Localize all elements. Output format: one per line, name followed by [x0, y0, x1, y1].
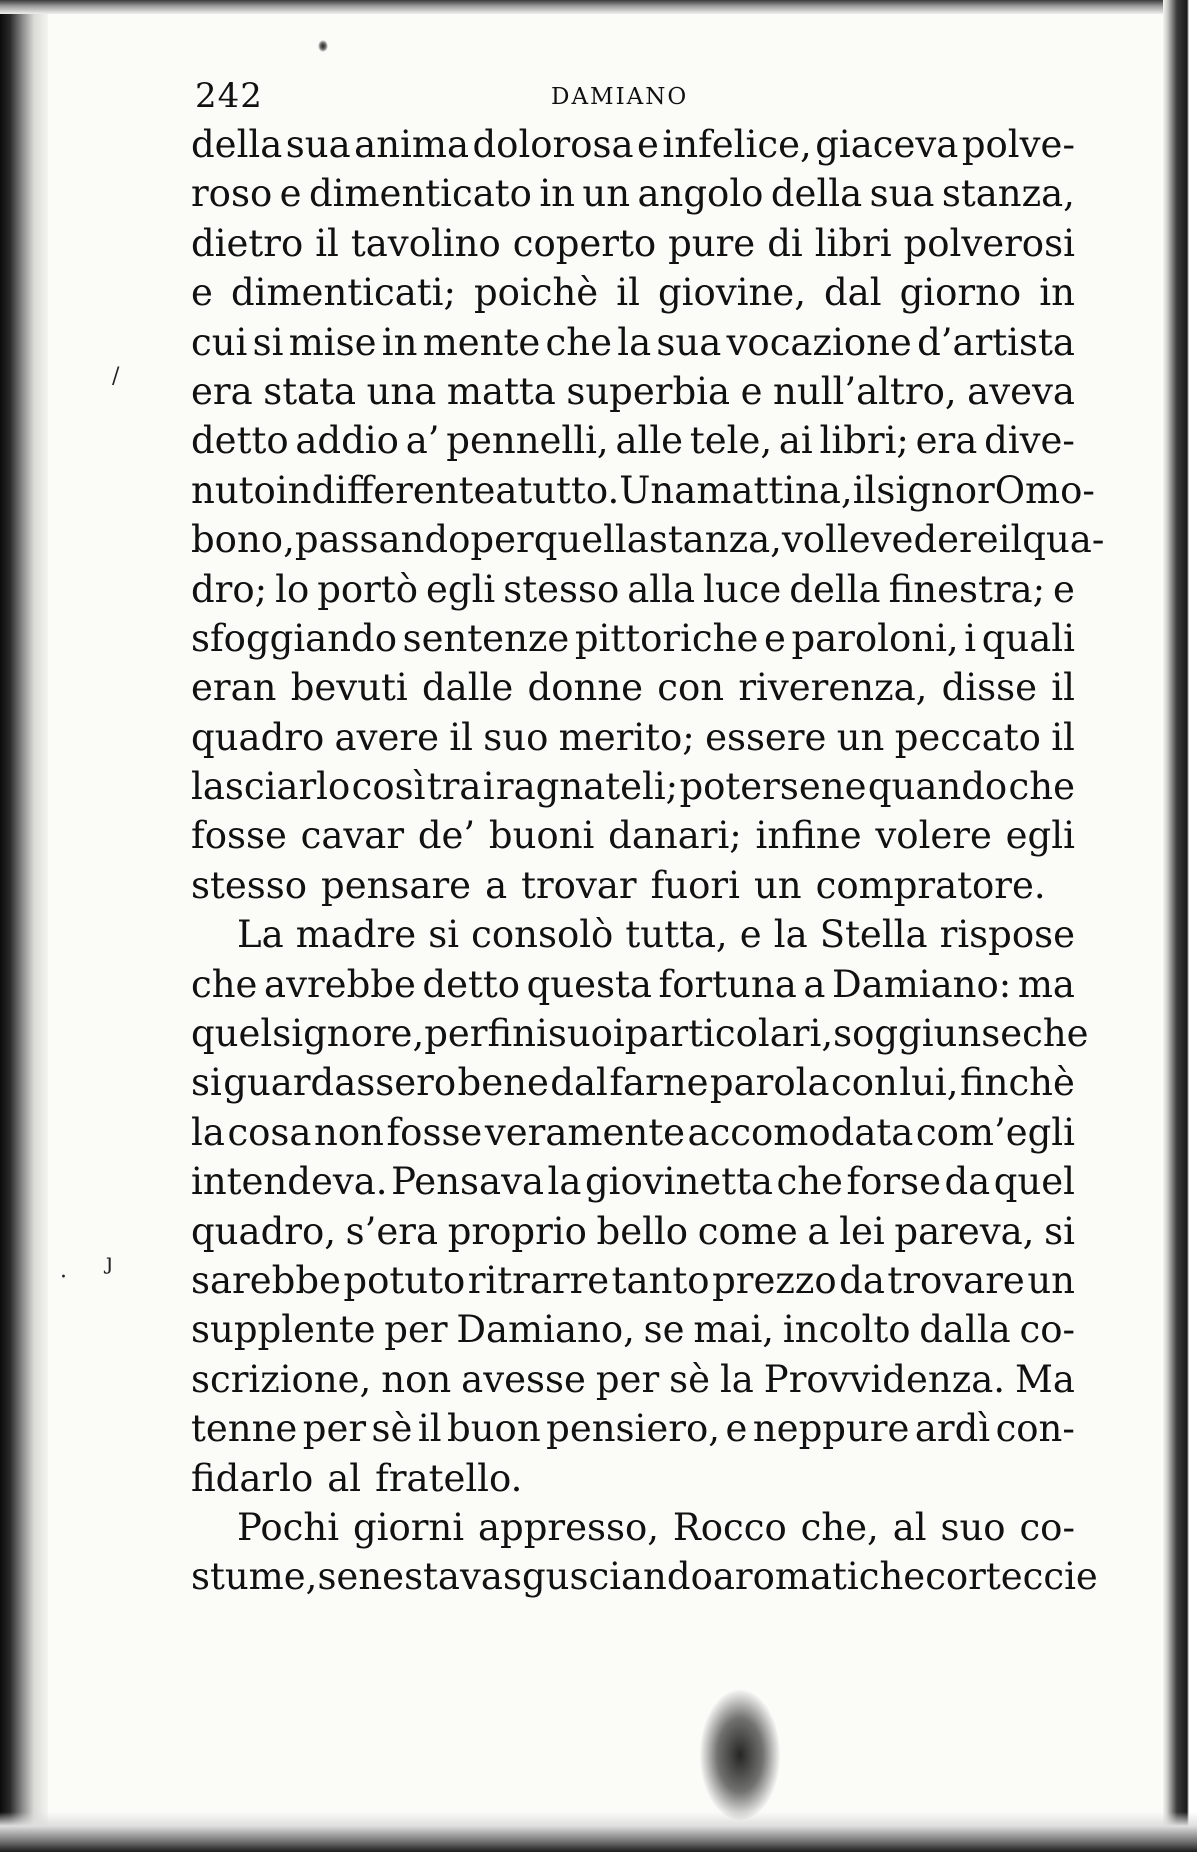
text-line	[191, 1256, 1075, 1305]
word: aromatiche	[712, 1555, 926, 1599]
word: detto	[422, 962, 521, 1006]
word: la	[773, 913, 808, 957]
word: la	[719, 1357, 754, 1401]
word: potuto	[343, 1258, 466, 1302]
word: di	[767, 221, 803, 265]
word: dalle	[421, 666, 514, 710]
word: per	[595, 1357, 660, 1401]
text-line	[191, 811, 1075, 860]
word: infine	[755, 814, 862, 858]
word: corteccie	[925, 1555, 1098, 1599]
word: il	[616, 271, 640, 315]
word: passando	[294, 518, 471, 562]
word: in	[381, 320, 418, 364]
word: madre	[295, 913, 417, 957]
word: paroloni,	[791, 616, 959, 660]
word: come	[697, 1209, 798, 1253]
word: polverosi	[903, 221, 1075, 265]
text-line	[191, 960, 1075, 1009]
word: che	[191, 962, 258, 1006]
word: e	[739, 913, 762, 957]
word: sua	[869, 172, 935, 216]
word: de’	[417, 814, 476, 858]
word: vedere	[870, 518, 999, 562]
word: parola	[709, 1061, 830, 1105]
word: la	[191, 1110, 225, 1154]
word: lasciarlo	[191, 765, 351, 809]
word: e	[637, 123, 659, 166]
text-line	[191, 1207, 1075, 1256]
word: anima	[354, 123, 470, 166]
word: per	[302, 1407, 367, 1451]
word: accomodata	[687, 1110, 914, 1154]
word: bello	[596, 1209, 689, 1253]
word: prezzo	[712, 1258, 837, 1302]
word: Damiano:	[831, 962, 1012, 1006]
text-line	[191, 1009, 1089, 1058]
word: quella	[533, 518, 649, 562]
text-line	[191, 614, 1075, 663]
text-line	[191, 861, 1075, 910]
word: volle	[781, 518, 871, 562]
word: e	[1053, 567, 1075, 611]
word: e	[191, 271, 213, 315]
word: Pochi	[237, 1505, 340, 1549]
word: incolto	[782, 1308, 911, 1352]
word: il	[852, 468, 877, 512]
word: riverenza,	[738, 666, 928, 710]
word: e	[740, 369, 763, 413]
text-line	[191, 515, 1105, 564]
word: stesso	[503, 567, 620, 611]
word: avrebbe	[264, 962, 416, 1006]
text-line	[191, 565, 1075, 614]
word: tavolino	[350, 221, 501, 265]
word: libri;	[819, 419, 909, 463]
ink-speck	[318, 40, 328, 52]
body-text	[191, 120, 1105, 1602]
word: con-	[995, 1407, 1075, 1451]
word: dimenticati;	[230, 271, 456, 315]
word: proprio	[447, 1209, 587, 1253]
word: quadro	[191, 715, 325, 759]
word: volere	[875, 814, 992, 858]
word: quel	[191, 1012, 273, 1056]
word: un	[753, 863, 802, 907]
word: da	[839, 1258, 885, 1302]
word: suo	[940, 1505, 1006, 1549]
word: ma	[1017, 962, 1075, 1006]
word: Stella	[819, 913, 928, 957]
word: rispose	[939, 913, 1075, 957]
word: sè	[371, 1407, 413, 1451]
word: fortuna	[658, 962, 797, 1006]
word: superbia	[566, 369, 731, 413]
text-line	[191, 713, 1075, 762]
word: dive-	[984, 419, 1075, 463]
text-line	[191, 1404, 1075, 1453]
word: pennelli,	[446, 419, 609, 463]
word: egli	[1005, 814, 1075, 858]
word: dolorosa	[472, 123, 634, 166]
text-line	[191, 219, 1075, 268]
word: cui	[191, 320, 248, 364]
word: appresso,	[477, 1505, 659, 1549]
margin-mark: ȷ	[106, 1250, 113, 1275]
text-line	[191, 169, 1075, 218]
word: libri	[814, 221, 892, 265]
word: finchè	[959, 1061, 1075, 1105]
word: luce	[703, 567, 782, 611]
word: stanza,	[648, 518, 782, 562]
word: stava	[404, 1555, 503, 1599]
word: Rocco	[672, 1505, 787, 1549]
word: veramente	[484, 1110, 685, 1154]
word: il	[998, 518, 1023, 562]
word: al	[327, 1456, 362, 1500]
word: mise	[288, 320, 377, 364]
word: ritrarre	[467, 1258, 610, 1302]
ink-smudge	[700, 1690, 780, 1820]
word: a	[485, 863, 508, 907]
word: donne	[527, 666, 644, 710]
word: sè	[669, 1357, 710, 1401]
word: tenne	[191, 1407, 298, 1451]
word: qua-	[1022, 518, 1105, 562]
word: La	[237, 913, 284, 957]
word: al	[892, 1505, 927, 1549]
word: sua	[656, 320, 722, 364]
word: con	[657, 666, 725, 710]
text-line	[191, 318, 1075, 367]
text-line	[191, 466, 1095, 515]
word: a	[495, 468, 518, 512]
word: sfoggiando	[191, 616, 398, 660]
word: portò	[317, 567, 418, 611]
word: il	[315, 221, 339, 265]
word: Provvidenza.	[763, 1357, 1006, 1401]
right-scan-edge	[1163, 0, 1197, 1852]
word: particolari,	[624, 1012, 834, 1056]
word: coperto	[512, 221, 657, 265]
word: Omo-	[994, 468, 1095, 512]
word: che	[545, 320, 612, 364]
word: si	[428, 913, 460, 957]
word: suo	[483, 715, 549, 759]
top-scan-edge	[0, 0, 1197, 14]
word: dalla	[919, 1308, 1011, 1352]
word: il	[1051, 666, 1075, 710]
word: un	[1027, 1258, 1075, 1302]
margin-mark: /	[112, 364, 120, 389]
word: un	[582, 172, 631, 216]
word: una	[366, 369, 437, 413]
word: buoni	[488, 814, 595, 858]
word: lei	[839, 1209, 885, 1253]
word: danari;	[608, 814, 742, 858]
word: poichè	[473, 271, 599, 315]
word: per	[384, 1308, 448, 1352]
word: aveva	[967, 369, 1075, 413]
word: ragnateli;	[495, 765, 679, 809]
word: co-	[1019, 1505, 1075, 1549]
word: da	[944, 1160, 991, 1204]
binding-shadow	[0, 0, 48, 1852]
word: per	[424, 1012, 488, 1056]
word: pure	[668, 221, 756, 265]
word: addio	[295, 419, 399, 463]
word: indifferente	[275, 468, 496, 512]
text-line	[191, 1454, 1075, 1503]
word: pensiero,	[546, 1407, 720, 1451]
word: compratore.	[815, 863, 1046, 907]
word: la	[617, 320, 652, 364]
page-number: 242	[195, 76, 263, 116]
word: fini	[487, 1012, 548, 1056]
word: che,	[800, 1505, 879, 1549]
word: se	[317, 1555, 359, 1599]
word: pensare	[321, 863, 472, 907]
word: il	[417, 1407, 442, 1451]
word: si	[191, 1061, 222, 1105]
word: d’artista	[917, 320, 1075, 364]
text-line	[191, 416, 1075, 465]
word: ai	[778, 419, 813, 463]
word: quando	[867, 765, 1008, 809]
word: lui,	[899, 1061, 959, 1105]
word: e	[725, 1407, 748, 1451]
word: giovine,	[657, 271, 806, 315]
text-line	[191, 1552, 1098, 1601]
word: giorno	[899, 271, 1022, 315]
text-line	[191, 268, 1075, 317]
word: fuori	[650, 863, 740, 907]
word: ardì	[914, 1407, 991, 1451]
word: eran	[191, 666, 277, 710]
word: disse	[941, 666, 1038, 710]
word: mente	[422, 320, 541, 364]
word: merito;	[558, 715, 695, 759]
word: alle	[615, 419, 684, 463]
word: Ma	[1014, 1357, 1075, 1401]
word: della	[770, 172, 863, 216]
word: della	[191, 123, 283, 166]
word: un	[836, 715, 885, 759]
word: stesso	[191, 863, 308, 907]
word: tutta,	[625, 913, 728, 957]
word: stume,	[191, 1555, 318, 1599]
word: null’altro,	[773, 369, 957, 413]
word: per	[470, 518, 534, 562]
word: mattina,	[696, 468, 853, 512]
word: matta	[446, 369, 556, 413]
word: vocazione	[726, 320, 912, 364]
word: lo	[275, 567, 310, 611]
word: fratello.	[375, 1456, 523, 1500]
word: quadro,	[191, 1209, 336, 1253]
word: e	[279, 172, 302, 216]
word: in	[1039, 271, 1075, 315]
word: supplente	[191, 1308, 376, 1352]
word: essere	[705, 715, 827, 759]
word: s’era	[345, 1209, 439, 1253]
word: a	[807, 1209, 830, 1253]
word: bene	[457, 1061, 549, 1105]
word: che	[1022, 1012, 1089, 1056]
word: avere	[334, 715, 439, 759]
word: soggiunse	[833, 1012, 1023, 1056]
word: era	[915, 419, 978, 463]
word: neppure	[752, 1407, 910, 1451]
word: bono,	[191, 518, 295, 562]
text-line	[191, 120, 1075, 169]
word: Damiano,	[456, 1308, 635, 1352]
word: infelice,	[662, 123, 812, 166]
word: il	[449, 715, 473, 759]
word: il	[1051, 715, 1075, 759]
word: dal	[550, 1061, 608, 1105]
word: se	[643, 1308, 685, 1352]
word: scrizione,	[191, 1357, 372, 1401]
word: Una	[619, 468, 697, 512]
word: tele,	[689, 419, 773, 463]
word: e	[763, 616, 786, 660]
word: guardassero	[223, 1061, 457, 1105]
word: intendeva.	[191, 1160, 388, 1204]
word: la	[547, 1160, 582, 1204]
word: potersene	[679, 765, 867, 809]
text-line	[191, 762, 1075, 811]
word: dietro	[191, 221, 304, 265]
word: quali	[981, 616, 1075, 660]
word: quel	[993, 1160, 1075, 1204]
word: bevuti	[290, 666, 408, 710]
word: tanto	[611, 1258, 710, 1302]
word: si	[1044, 1209, 1075, 1253]
text-line	[191, 910, 1075, 959]
word: pareva,	[894, 1209, 1035, 1253]
word: giorni	[352, 1505, 465, 1549]
word: stanza,	[941, 172, 1075, 216]
word: sentenze	[402, 616, 570, 660]
word: sua	[285, 123, 351, 166]
word: co-	[1019, 1308, 1075, 1352]
word: farne	[609, 1061, 709, 1105]
text-line	[191, 1503, 1075, 1552]
word: dro;	[191, 567, 268, 611]
word: ne	[358, 1555, 405, 1599]
word: fosse	[191, 814, 287, 858]
word: forse	[846, 1160, 941, 1204]
margin-mark: ·	[60, 1265, 67, 1290]
word: giaceva	[815, 123, 959, 166]
word: della	[789, 567, 881, 611]
word: cosa	[227, 1110, 312, 1154]
text-line	[191, 1058, 1075, 1107]
word: che	[1008, 765, 1075, 809]
word: trovar	[521, 863, 637, 907]
word: detto	[191, 419, 289, 463]
word: stata	[263, 369, 357, 413]
word: angolo	[637, 172, 764, 216]
word: alla	[627, 567, 696, 611]
word: roso	[191, 172, 273, 216]
word: tutto.	[517, 468, 620, 512]
word: fosse	[386, 1110, 483, 1154]
word: com’egli	[915, 1110, 1075, 1154]
word: fidarlo	[191, 1456, 314, 1500]
word: che	[776, 1160, 843, 1204]
bottom-scan-edge	[0, 1812, 1197, 1852]
text-line	[191, 1157, 1075, 1206]
word: era	[191, 369, 253, 413]
word: dal	[824, 271, 882, 315]
word: buon	[447, 1407, 541, 1451]
word: sarebbe	[191, 1258, 341, 1302]
word: a	[803, 962, 826, 1006]
word: non	[314, 1110, 384, 1154]
word: si	[252, 320, 284, 364]
word: tra	[426, 765, 482, 809]
word: con	[830, 1061, 898, 1105]
word: giovinetta	[584, 1160, 773, 1204]
word: questa	[526, 962, 652, 1006]
word: consolò	[471, 913, 614, 957]
word: signor	[876, 468, 995, 512]
word: i	[482, 765, 495, 809]
word: Pensava	[391, 1160, 545, 1204]
word: nuto	[191, 468, 276, 512]
running-head: DAMIANO	[551, 84, 689, 110]
word: mai,	[693, 1308, 775, 1352]
word: egli	[425, 567, 496, 611]
word: suoi	[547, 1012, 625, 1056]
text-line	[191, 367, 1075, 416]
page-header	[195, 76, 1075, 120]
word: sgusciando	[502, 1555, 713, 1599]
word: a’	[405, 419, 440, 463]
word: peccato	[894, 715, 1041, 759]
word: i	[964, 616, 977, 660]
word: trovare	[887, 1258, 1025, 1302]
word: finestra;	[888, 567, 1046, 611]
word: così	[351, 765, 426, 809]
text-line	[191, 1355, 1075, 1404]
word: signore,	[272, 1012, 425, 1056]
text-line	[191, 663, 1075, 712]
word: cavar	[300, 814, 405, 858]
word: in	[539, 172, 575, 216]
word: pittoriche	[574, 616, 759, 660]
word: polve-	[961, 123, 1075, 166]
word: non	[381, 1357, 452, 1401]
text-line	[191, 1305, 1075, 1354]
text-line	[191, 1108, 1075, 1157]
word: dimenticato	[308, 172, 532, 216]
word: avesse	[461, 1357, 586, 1401]
